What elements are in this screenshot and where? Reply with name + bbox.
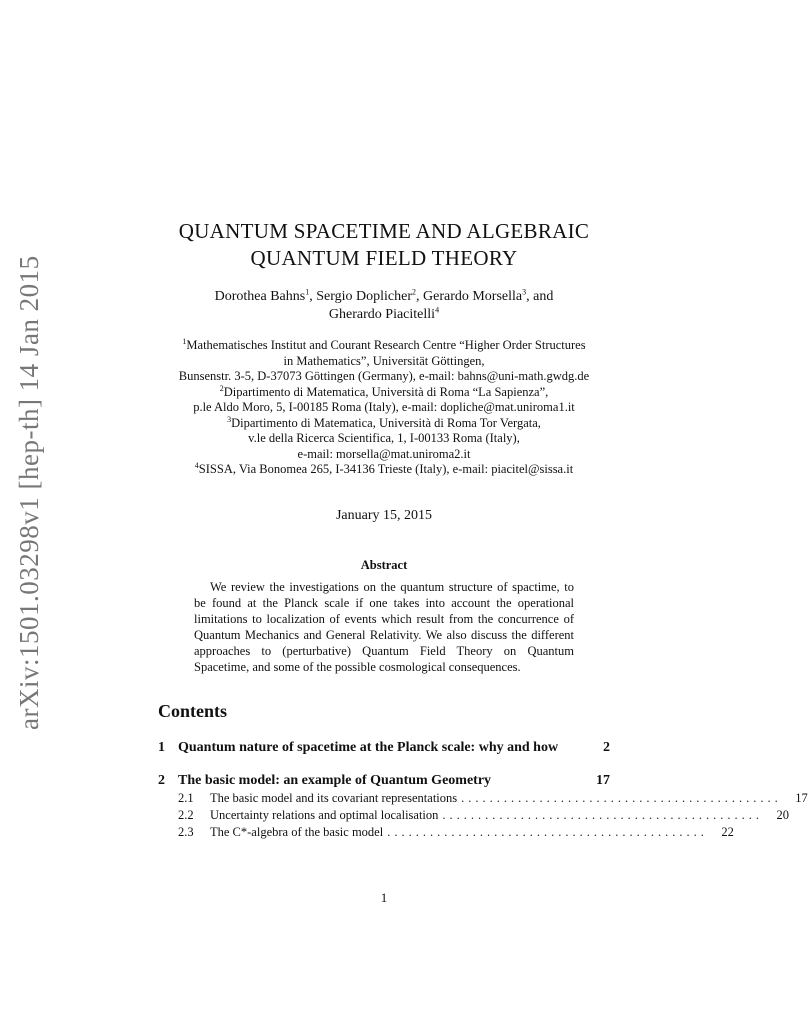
toc-page-number: 2 <box>603 739 610 755</box>
toc-subsection-2-1[interactable] <box>158 790 808 807</box>
affiliation-2-line-2: p.le Aldo Moro, 5, I-00185 Roma (Italy), e-mail: dopliche@mat.uniroma1.it <box>193 400 575 414</box>
contents-heading: Contents <box>158 700 228 721</box>
author-piacitelli: Gherardo Piacitelli <box>328 307 436 322</box>
toc-subsection-number: 2.2 <box>178 807 194 822</box>
affiliation-2: $^2$Dipartimento di Matematica, Università di Roma “La Sapienza”, <box>219 383 549 399</box>
paper-first-page <box>158 218 808 841</box>
toc-leader-dots: ............................................. <box>387 824 708 839</box>
toc-subsection-title: Uncertainty relations and optimal localisation <box>210 807 439 822</box>
title-line-1: QUANTUM SPACETIME AND ALGEBRAIC <box>178 219 590 243</box>
toc-page-number: 17 <box>596 772 610 788</box>
author-doplicher: , Sergio Doplicher <box>309 289 412 304</box>
table-of-contents <box>158 738 808 841</box>
affiliations <box>158 338 610 478</box>
abstract-text: We review the investigations on the quantum structure of spactime, to be found at the Planck scale if one takes into account the operational limitations to localization of events which result from the concurrence of Quantum Mechanics and General Relativity. We also discuss the different approaches to (perturbative) Quantum Field Theory on Quantum Spacetime, and some of the possible cosmological consequences. <box>194 579 574 674</box>
affiliation-4: $^4$SISSA, Via Bonomea 265, I-34136 Trieste (Italy), e-mail: piacitel@sissa.it <box>194 460 574 476</box>
affiliation-1-line-3: Bunsenstr. 3-5, D-37073 Göttingen (Germany), e-mail: bahns@uni-math.gwdg.de <box>178 369 590 383</box>
toc-leader-dots: ............................................. <box>442 807 764 822</box>
affiliation-3-line-2: v.le della Ricerca Scientifica, 1, I-00133 Roma (Italy), <box>248 431 520 445</box>
arxiv-identifier-stamp: arXiv:1501.03298v1 [hep-th] 14 Jan 2015 <box>14 255 44 730</box>
toc-section-2[interactable] <box>158 771 610 790</box>
affiliation-1-line-2: in Mathematics”, Universität Göttingen, <box>283 353 485 368</box>
toc-section-1[interactable] <box>158 738 610 757</box>
paper-title <box>158 218 610 272</box>
abstract-heading: Abstract <box>360 557 408 572</box>
toc-section-number: 1 <box>158 739 165 755</box>
affiliation-3: $^3$Dipartimento di Matematica, Università di Roma Tor Vergata, <box>227 414 541 430</box>
toc-subsection-title: The basic model and its covariant representations <box>210 790 458 805</box>
publication-date: January 15, 2015 <box>335 507 433 523</box>
title-line-2: QUANTUM FIELD THEORY <box>250 246 518 270</box>
affiliation-1: $^1$Mathematisches Institut and Courant Research Centre “Higher Order Structures <box>182 336 586 352</box>
author-morsella: , Gerardo Morsella <box>416 289 523 304</box>
affiliation-3-line-3: e-mail: morsella@mat.uniroma2.it <box>297 446 471 461</box>
page-number: 1 <box>380 890 388 905</box>
author-bahns: Dorothea Bahns <box>214 289 306 304</box>
toc-page-number: 20 <box>776 807 790 822</box>
toc-page-number: 22 <box>721 824 734 839</box>
toc-subsection-number: 2.3 <box>178 824 194 839</box>
toc-subsection-title: The C*-algebra of the basic model <box>210 824 384 839</box>
toc-subsection-2-2[interactable] <box>158 807 790 824</box>
toc-section-number: 2 <box>158 772 165 788</box>
toc-subsection-number: 2.1 <box>178 790 194 805</box>
toc-leader-dots: ............................................. <box>461 790 782 805</box>
toc-section-title: The basic model: an example of Quantum Geometry <box>178 772 492 788</box>
toc-section-title: Quantum nature of spacetime at the Planck scale: why and how <box>178 739 559 755</box>
toc-subsection-2-3[interactable] <box>158 824 734 841</box>
author-conjunction: , and <box>526 289 554 304</box>
author-list: Dorothea Bahns$^1$, Sergio Doplicher$^2$, Gerardo Morsella$^3$, and Gherardo Piacitelli$^4$ <box>214 287 554 322</box>
toc-page-number: 17 <box>795 790 808 805</box>
